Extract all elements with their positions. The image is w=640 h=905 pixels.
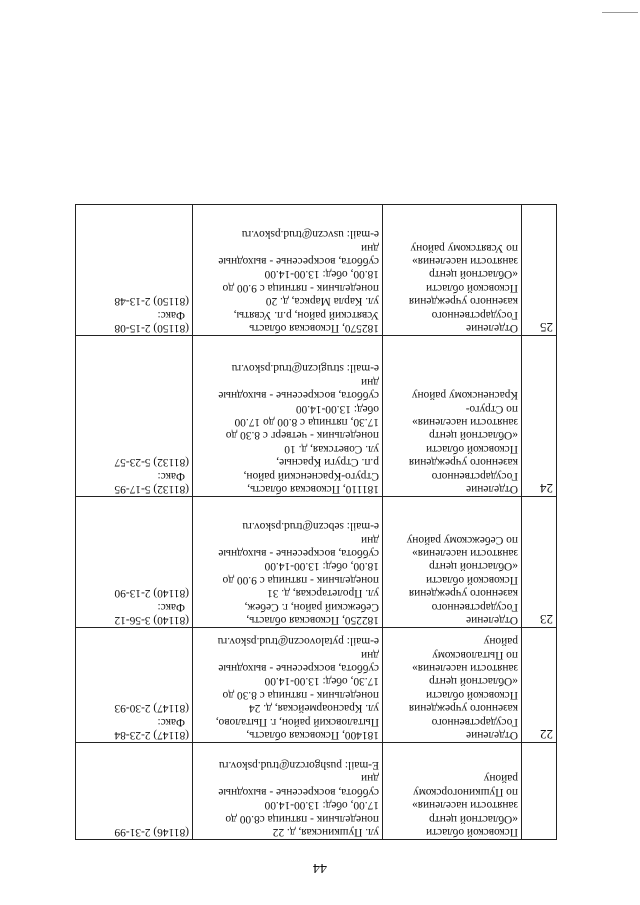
phone-cell: [76, 336, 193, 497]
row-number: 23: [522, 497, 557, 628]
address-cell: [193, 497, 383, 628]
fax-label: Факс:: [157, 600, 185, 613]
phone-cell: [76, 628, 193, 743]
organization-cell: [383, 743, 522, 840]
organization-cell: [383, 628, 522, 743]
phone-cell: [76, 205, 193, 336]
organization-name: Отделение Государственного казенного учреждения Псковской области «Областной центр занятости населения» по Себежскому району: [406, 533, 518, 626]
address-text: 181110, Псковская область, Струго-Красненский район, р.п. Струги Красные, ул. Советская, д. 10 понедельник - четверг с 8.30 до 17.30, пятница с 8.00 до 17.00 обед: 13.00-14.00 суббота, воскресенье - выходные дни: [218, 375, 379, 495]
email-text: e-mail: usvczn@trud.pskov.ru: [241, 228, 379, 241]
fax-label: Факс:: [157, 715, 185, 728]
address-cell: [193, 743, 383, 840]
organization-name: Отделение Государственного казенного учреждения Псковской области «Областной центр занятости населения» по Усвятскому району: [408, 241, 518, 334]
fax-label: Факс:: [157, 469, 185, 482]
fax-number: (81140) 2-13-90: [114, 587, 189, 600]
phone-number: (81147) 2-23-84: [114, 729, 189, 741]
address-text: 182570, Псковская область Усвятский район, р.п. Усвяты, ул. Карла Маркса, д. 20 понедельник - пятница с 9.00 до 18.00, обед: 13.00-14.00 суббота, воскресенье - выходные дни: [218, 241, 379, 334]
email-text: E-mail: pushgorczn@trud.pskov.ru: [218, 758, 379, 771]
phone-number: (81146) 2-31-99: [114, 826, 189, 838]
fax-number: (81147) 2-30-93: [114, 702, 189, 715]
fax-number: (81150) 2-13-48: [114, 295, 189, 308]
address-cell: [193, 205, 383, 336]
phone-cell: [76, 743, 193, 840]
address-text: 181400, Псковская область, Пыталовский район, г. Пыталово, ул. Красноармейская, д. 24 понедельник - пятница с 8.30 до 17.30, обед: 13.00-14.00 суббота, воскресенье - выходные дни: [215, 648, 379, 741]
row-number: 25: [522, 205, 557, 336]
fax-label: Факс:: [157, 308, 185, 321]
table-row: [76, 497, 557, 628]
address-text: ул. Пушкинская, д. 22 понедельник - пятница с8.00 до 17.00, обед: 13.00-14.00 суббота, воскресенье - выходные дни: [218, 772, 379, 838]
email-text: e-mail: sebczn@trud.pskov.ru: [242, 520, 379, 533]
email-text: e-mail: pytalovoczn@trud.pskov.ru: [217, 635, 379, 648]
page-number: 44: [313, 860, 327, 875]
employment-centers-table: [75, 204, 557, 840]
address-text: 182250, Псковская область, Себежский район, г. Себеж, ул. Пролетарская, д. 31 понедельник - пятница с 9.00 до 18.00, обед: 13.00-14.00 суббота, воскресенье - выходные дни: [218, 533, 379, 626]
row-number: 24: [522, 336, 557, 497]
table-row: [76, 205, 557, 336]
address-cell: [193, 336, 383, 497]
row-number: [522, 743, 557, 840]
organization-name: Отделение Государственного казенного учреждения Псковской области «Областной центр занятости населения» по Пыталовскому району: [408, 635, 518, 741]
address-cell: [193, 628, 383, 743]
table-row: [76, 628, 557, 743]
phone-cell: [76, 497, 193, 628]
organization-cell: [383, 497, 522, 628]
phone-number: (81132) 5-17-95: [114, 483, 189, 495]
phone-number: (81150) 2-15-08: [114, 322, 189, 334]
phone-number: (81140) 3-56-12: [114, 614, 189, 626]
organization-cell: [383, 205, 522, 336]
organization-cell: [383, 336, 522, 497]
row-number: 22: [522, 628, 557, 743]
organization-name: Отделение Государственного казенного учреждения Псковской области «Областной центр занятости населения» по Струго- Красненскому району: [408, 389, 518, 495]
fax-number: (81132) 5-23-57: [114, 456, 189, 469]
table-row: [76, 336, 557, 497]
email-text: e-mail: strugiczn@trud.pskov.ru: [231, 362, 379, 375]
table-row: [76, 743, 557, 840]
organization-name: Псковской области «Областной центр занятости населения» по Пушкиногорскому району: [412, 772, 518, 838]
